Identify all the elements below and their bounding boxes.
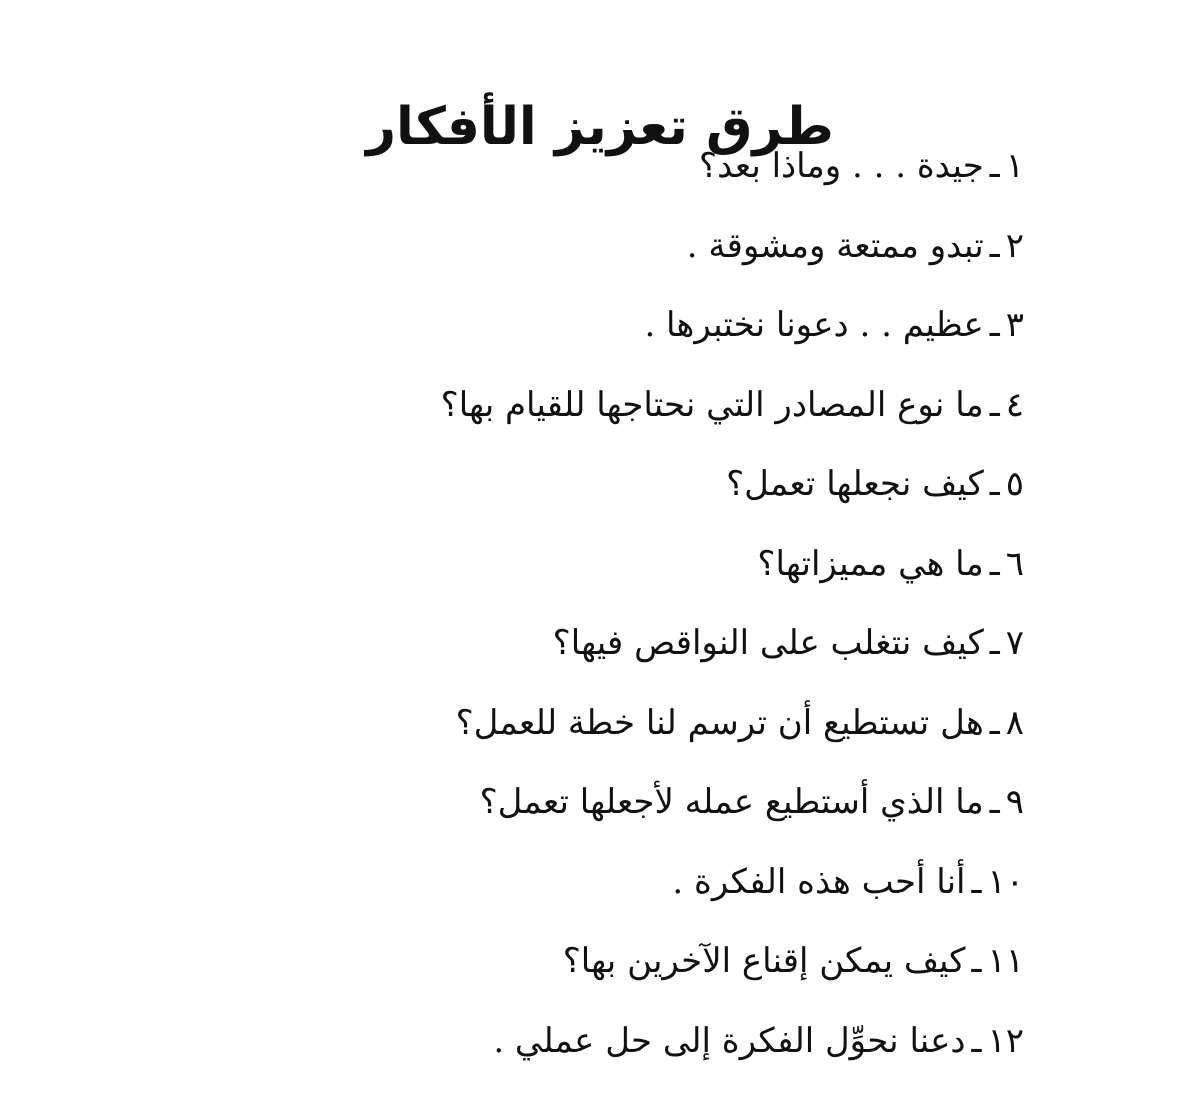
item-separator: ـ: [989, 702, 1000, 743]
item-separator: ـ: [989, 384, 1000, 425]
item-number: ٦: [1005, 543, 1024, 584]
item-separator: ـ: [989, 305, 1000, 345]
item-text: كيف نتغلب على النواقص فيها؟: [552, 623, 984, 663]
item-text: كيف نجعلها تعمل؟: [726, 464, 984, 504]
page-title: طرق تعزيز الأفكار: [366, 96, 834, 157]
item-text: ما هي مميزاتها؟: [757, 543, 984, 584]
item-text: أنا أحب هذه الفكرة .: [672, 861, 966, 902]
list-item: [284, 925, 1024, 1005]
item-separator: ـ: [971, 941, 982, 981]
item-text: عظيم . . دعونا نختبرها .: [644, 305, 984, 345]
ideas-list: [284, 130, 1024, 1084]
item-number: ٥: [1005, 464, 1024, 504]
list-item: [284, 607, 1024, 687]
item-separator: ـ: [989, 623, 1000, 663]
list-item: [284, 289, 1024, 369]
item-number: ١٠: [987, 861, 1024, 902]
item-separator: ـ: [989, 146, 1000, 186]
item-number: ٤: [1005, 384, 1024, 425]
list-item: [284, 1005, 1024, 1085]
item-separator: ـ: [971, 861, 982, 902]
item-separator: ـ: [989, 225, 1000, 266]
item-text: تبدو ممتعة ومشوقة .: [686, 225, 984, 266]
item-number: ١١: [987, 941, 1024, 981]
list-item: [284, 766, 1024, 846]
item-number: ٨: [1005, 702, 1024, 743]
list-item: [284, 846, 1024, 926]
item-number: ١٢: [987, 1020, 1024, 1061]
list-item: [284, 130, 1024, 210]
item-text: ما الذي أستطيع عمله لأجعلها تعمل؟: [479, 782, 984, 822]
item-number: ٩: [1005, 782, 1024, 822]
item-number: ٧: [1005, 623, 1024, 663]
item-text: هل تستطيع أن ترسم لنا خطة للعمل؟: [455, 702, 984, 743]
item-number: ٣: [1005, 305, 1024, 345]
list-item: [284, 528, 1024, 608]
item-separator: ـ: [989, 782, 1000, 822]
item-text: كيف يمكن إقناع الآخرين بها؟: [562, 941, 966, 981]
list-item: [284, 210, 1024, 290]
list-item: [284, 448, 1024, 528]
list-item: [284, 369, 1024, 449]
item-text: دعنا نحوِّل الفكرة إلى حل عملي .: [493, 1020, 966, 1061]
list-item: [284, 687, 1024, 767]
item-separator: ـ: [989, 543, 1000, 584]
item-separator: ـ: [971, 1020, 982, 1061]
item-text: جيدة . . . وماذا بعد؟: [699, 146, 984, 186]
item-text: ما نوع المصادر التي نحتاجها للقيام بها؟: [440, 384, 984, 425]
item-number: ٢: [1005, 225, 1024, 266]
item-number: ١: [1005, 146, 1024, 186]
item-separator: ـ: [989, 464, 1000, 504]
